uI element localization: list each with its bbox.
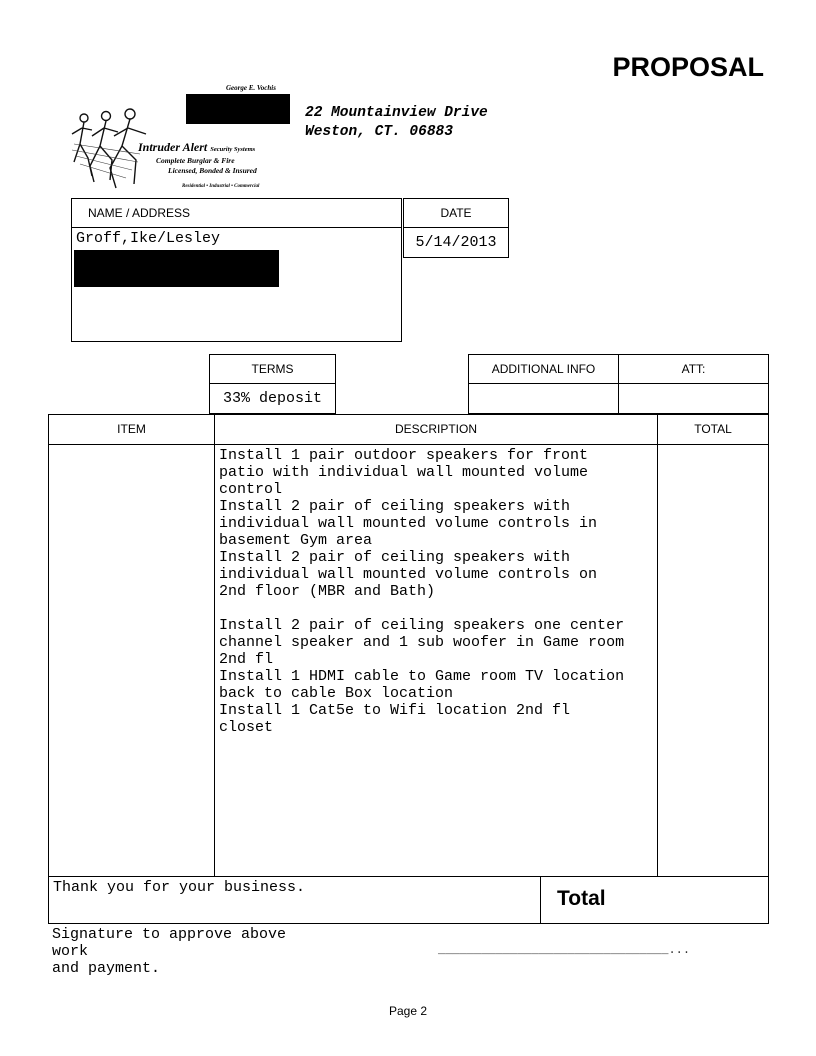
company-categories: Residential • Industrial • Commercial: [182, 184, 260, 189]
thank-you-message: Thank you for your business.: [53, 879, 306, 896]
item-column-divider: [214, 415, 215, 876]
company-owner: George E. Vochis: [226, 84, 276, 92]
terms-header: TERMS: [209, 354, 336, 384]
company-logo: [70, 84, 300, 196]
company-name: [138, 140, 255, 155]
description-cell: Install 1 pair outdoor speakers for front patio with individual wall mounted volume control Install 2 pair of ceiling speakers with individual wall mounted volume controls in basement Gym area Install 2 pair of ceiling speakers with individual wall mounted volume controls on 2nd floor (MBR and Bath) Install 2 pair of ceiling speakers one center channel speaker and 1 sub woofer in Game room 2nd fl Install 1 HDMI cable to Game room TV location back to cable Box location Install 1 Cat5e to Wifi location 2nd fl closet: [219, 447, 625, 736]
date-value: 5/14/2013: [403, 227, 509, 258]
footer-row: [48, 876, 769, 924]
company-tagline-2: Licensed, Bonded & Insured: [168, 166, 257, 175]
description-column-header: DESCRIPTION: [394, 422, 477, 436]
signature-line[interactable]: ________________________________...: [438, 943, 691, 957]
additional-info-value: [468, 383, 619, 414]
name-address-header: [71, 198, 402, 228]
company-name-suffix: Security Systems: [210, 146, 256, 153]
signature-prompt-line-3: and payment.: [52, 960, 161, 977]
signature-prompt: [52, 926, 286, 977]
date-header: DATE: [403, 198, 509, 228]
signature-prompt-line-2: work: [52, 943, 89, 960]
total-column-divider: [657, 415, 658, 876]
redacted-block: [186, 94, 290, 124]
customer-name: Groff,Ike/Lesley: [76, 230, 221, 247]
total-divider: [540, 877, 541, 923]
total-label: Total: [557, 887, 606, 910]
att-value: [618, 383, 769, 414]
item-column-header: ITEM: [117, 422, 146, 436]
company-tagline-1: Complete Burglar & Fire: [156, 156, 235, 165]
company-address-line-1: 22 Mountainview Drive: [305, 105, 488, 121]
name-address-label: NAME / ADDRESS: [88, 206, 191, 220]
total-column-header: TOTAL: [694, 422, 732, 436]
company-name-main: Intruder Alert: [138, 140, 208, 154]
redacted-address: [74, 250, 279, 287]
document-title: PROPOSAL: [612, 52, 764, 82]
name-address-box: [71, 227, 402, 342]
company-address-line-2: Weston, CT. 06883: [305, 124, 453, 140]
items-table: [48, 414, 769, 877]
table-header-divider: [49, 444, 768, 445]
att-header: ATT:: [618, 354, 769, 384]
additional-info-header: ADDITIONAL INFO: [468, 354, 619, 384]
page-number: Page 2: [388, 1004, 428, 1018]
signature-prompt-line-1: Signature to approve above: [52, 926, 287, 943]
terms-value: 33% deposit: [209, 383, 336, 414]
